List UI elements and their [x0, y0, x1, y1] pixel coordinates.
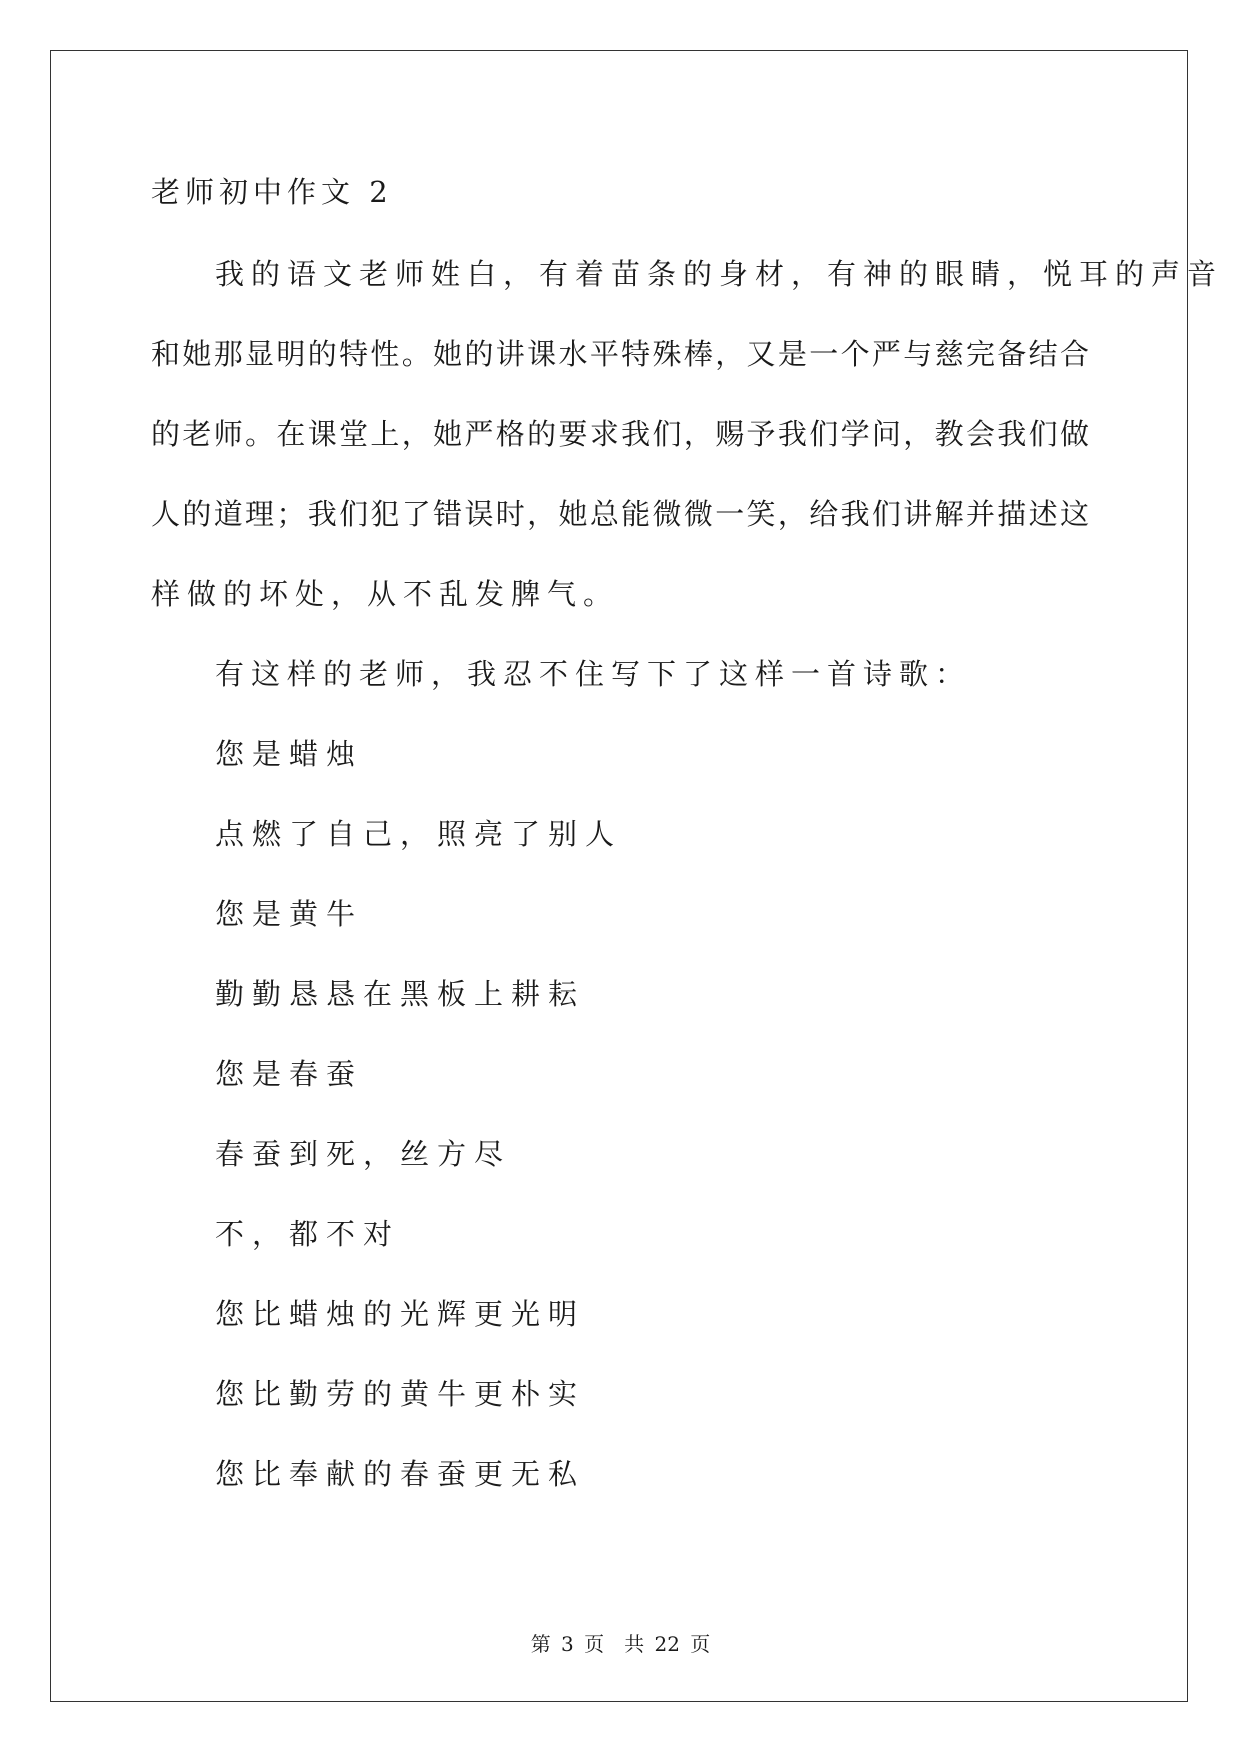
paragraph-1-line-1: 我的语文老师姓白，有着苗条的身材，有神的眼睛，悦耳的声音: [215, 257, 1224, 291]
page-footer: 第 3 页 共 22 页: [530, 1632, 711, 1656]
paragraph-1-line-5: 样做的坏处，从不乱发脾气。: [151, 577, 620, 611]
poem-line: 您是蜡烛: [215, 737, 364, 771]
poem-line: 勤勤恳恳在黑板上耕耘: [215, 977, 586, 1011]
paragraph-1-line-4: 人的道理；我们犯了错误时，她总能微微一笑，给我们讲解并描述这: [151, 497, 1089, 531]
poem-line: 不，都不对: [215, 1217, 401, 1251]
paragraph-1-line-3: 的老师。在课堂上，她严格的要求我们，赐予我们学问，教会我们做: [151, 417, 1089, 451]
poem-line: 您比蜡烛的光辉更光明: [215, 1297, 586, 1331]
poem-line: 您比奉献的春蚕更无私: [215, 1457, 586, 1491]
document-title: 老师初中作文 2: [151, 175, 393, 209]
paragraph-2: 有这样的老师，我忍不住写下了这样一首诗歌：: [215, 657, 972, 691]
poem-line: 春蚕到死，丝方尽: [215, 1137, 512, 1171]
poem-line: 点燃了自己，照亮了别人: [215, 817, 623, 851]
poem-line: 您是黄牛: [215, 897, 364, 931]
poem-line: 您比勤劳的黄牛更朴实: [215, 1377, 586, 1411]
poem-line: 您是春蚕: [215, 1057, 364, 1091]
paragraph-1-line-2: 和她那显明的特性。她的讲课水平特殊棒，又是一个严与慈完备结合: [151, 337, 1089, 371]
